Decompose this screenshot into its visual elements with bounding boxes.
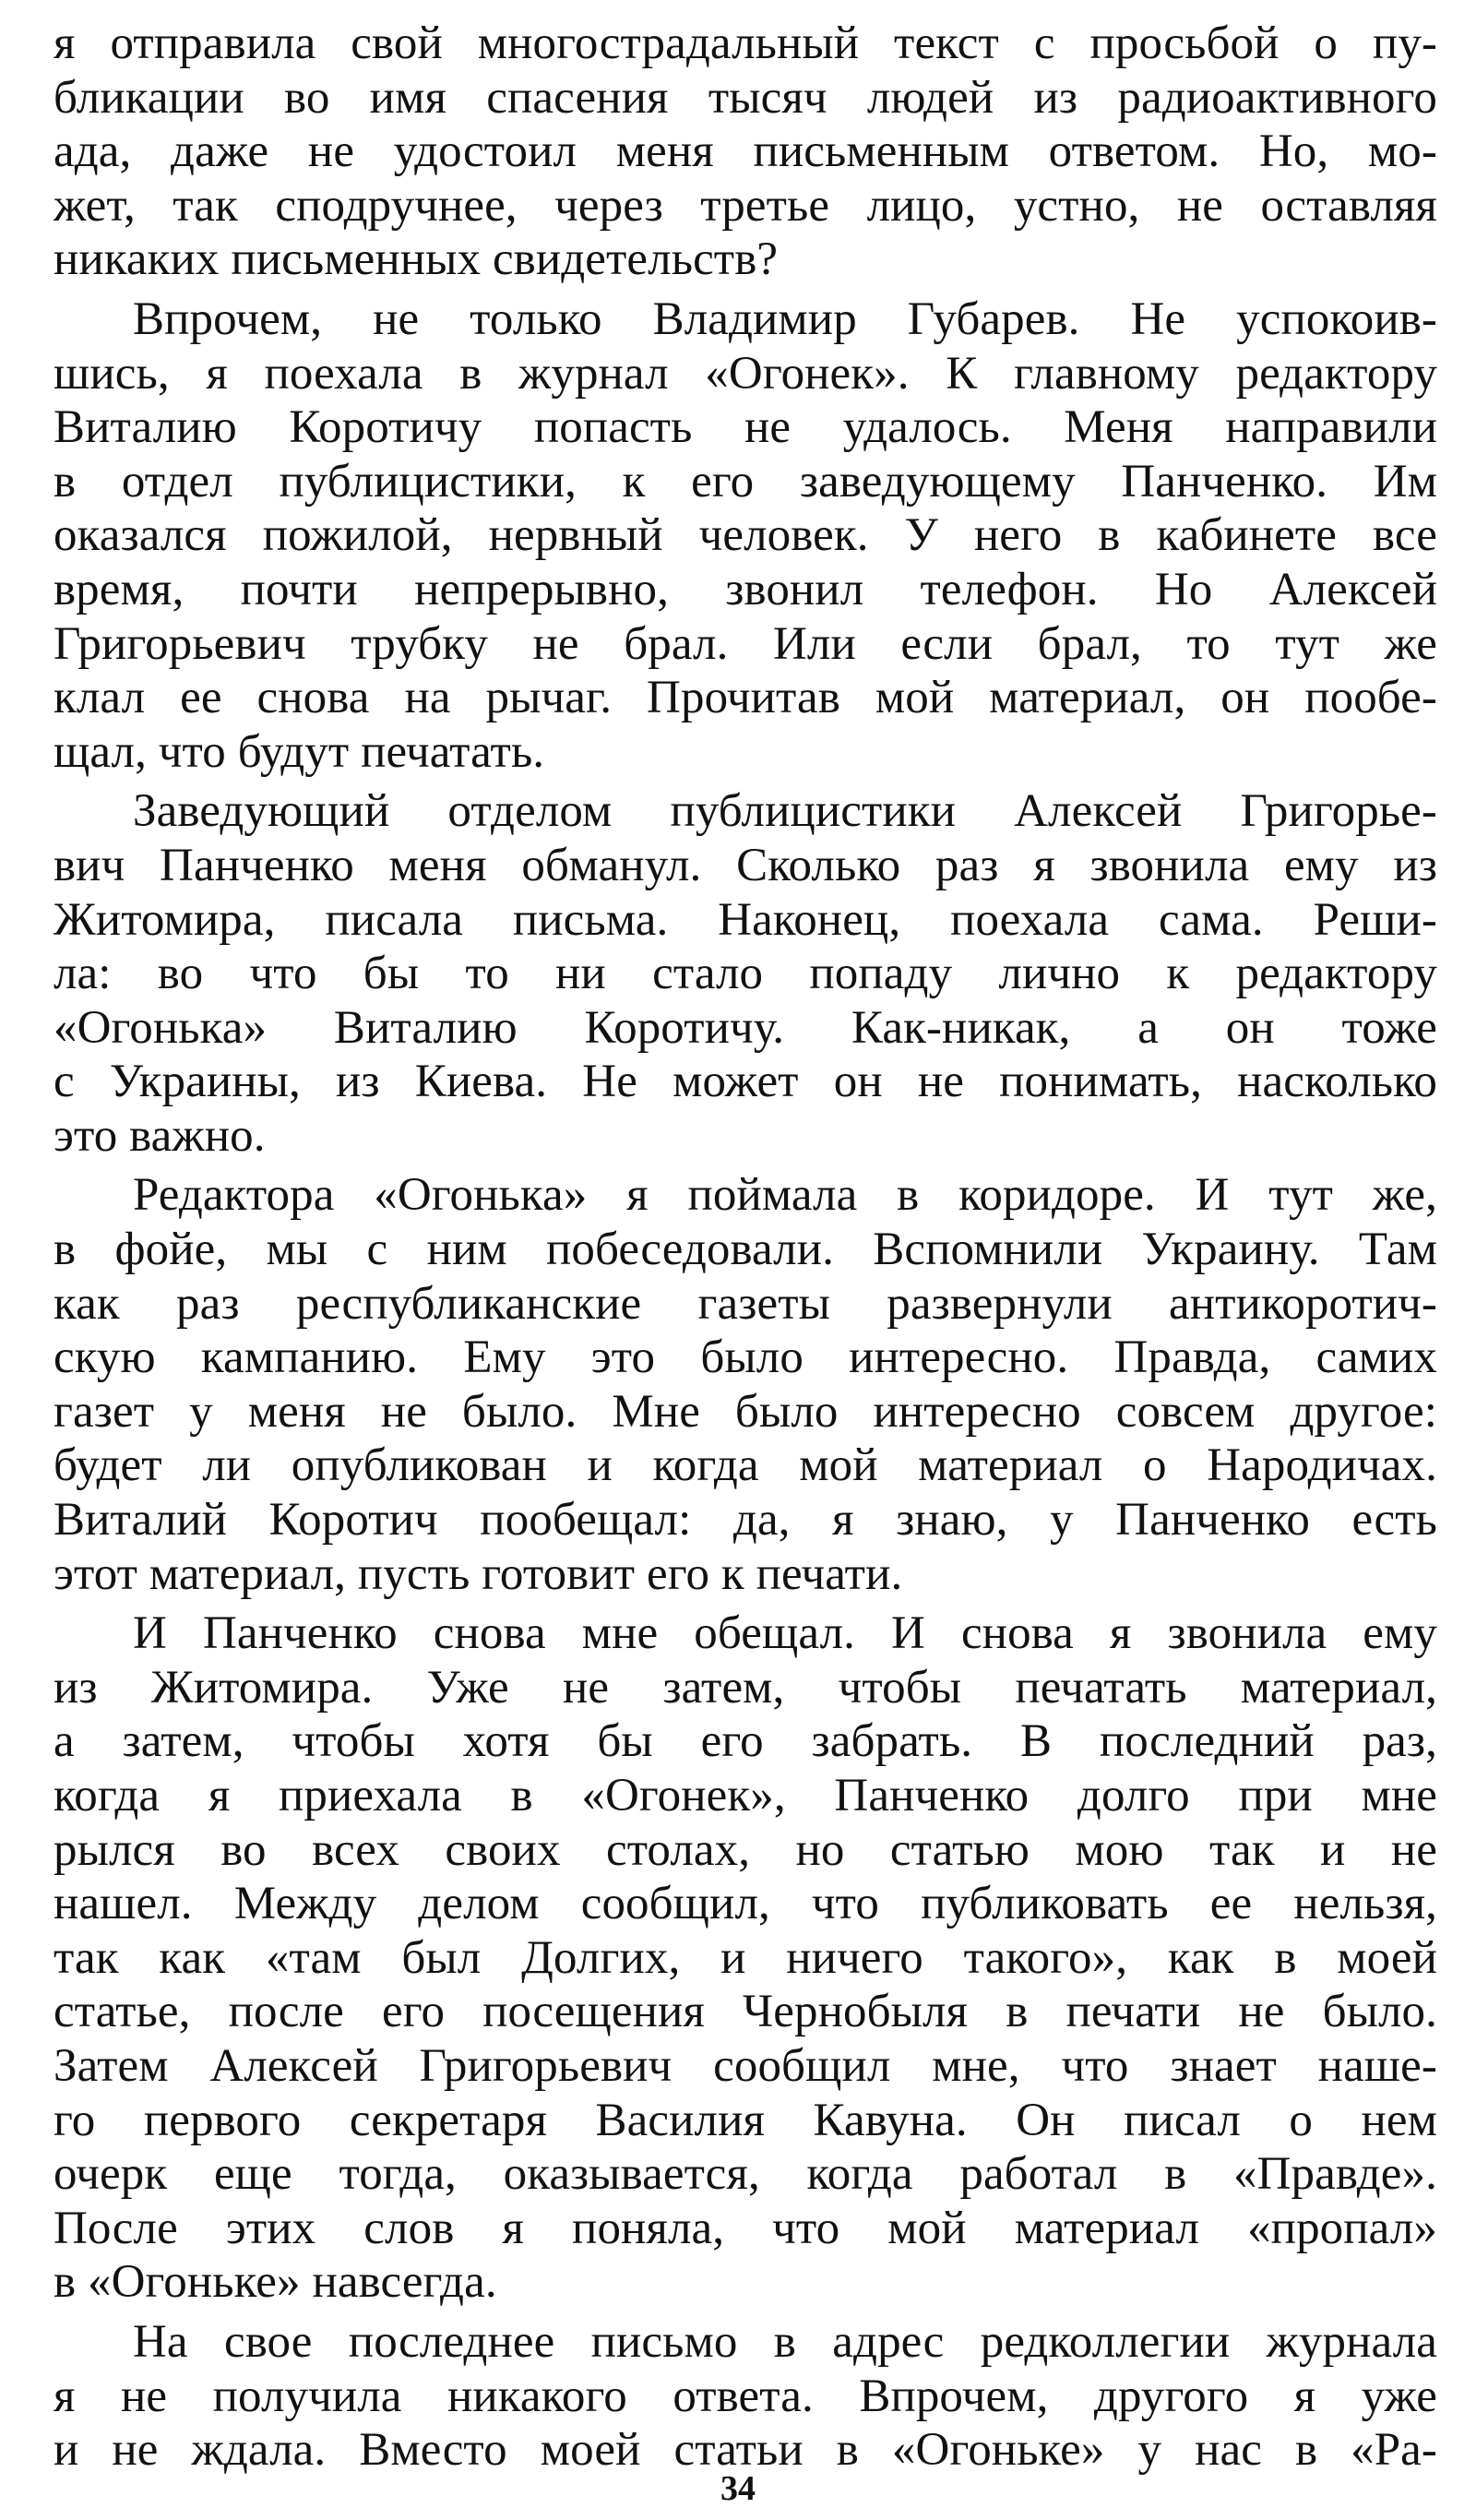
paragraph [54, 17, 1437, 287]
text-line: бликации во имя спасения тысяч людей из радиоактивного [54, 71, 1437, 124]
text-line: я не получила никакого ответа. Впрочем, другого я уже [54, 2370, 1437, 2422]
paragraph [54, 784, 1437, 1163]
text-line: в «Огоньке» навсегда. [54, 2256, 497, 2309]
text-line: а затем, чтобы хотя бы его забрать. В последний раз, [54, 1715, 1437, 1768]
text-line: щал, что будут печатать. [54, 725, 545, 778]
text-line: оказался пожилой, нервный человек. У него в кабинете все [54, 509, 1437, 562]
paragraph [54, 2315, 1437, 2478]
text-line: Житомира, писала письма. Наконец, поехала сама. Реши- [54, 893, 1437, 946]
body-text [54, 17, 1437, 2483]
text-line: Григорьевич трубку не брал. Или если брал, то тут же [54, 617, 1437, 670]
paragraph [54, 293, 1437, 779]
text-line: ла: во что бы то ни стало попаду лично к редактору [54, 948, 1437, 1000]
text-line: го первого секретаря Василия Кавуна. Он писал о нем [54, 2094, 1437, 2146]
text-line: Впрочем, не только Владимир Губарев. Не успокоив- [133, 293, 1437, 345]
text-line: шись, я поехала в журнал «Огонек». К главному редактору [54, 347, 1437, 400]
text-line: газет у меня не было. Мне было интересно совсем другое: [54, 1385, 1437, 1438]
text-line: будет ли опубликован и когда мой материал о Народичах. [54, 1439, 1437, 1492]
text-line: ада, даже не удостоил меня письменным ответом. Но, мо- [54, 125, 1437, 178]
page-number: 34 [720, 2469, 756, 2508]
text-line: Редактора «Огонька» я поймала в коридоре. И тут же, [133, 1169, 1437, 1222]
text-line: в фойе, мы с ним побеседовали. Вспомнили Украину. Там [54, 1224, 1437, 1276]
text-line: клал ее снова на рычаг. Прочитав мой материал, он пообе- [54, 672, 1437, 724]
text-line: очерк еще тогда, оказывается, когда работал в «Правде». [54, 2148, 1437, 2201]
text-line: так как «там был Долгих, и ничего такого», как в моей [54, 1931, 1437, 1984]
text-line: это важно. [54, 1109, 266, 1162]
text-line: из Житомира. Уже не затем, чтобы печатать материал, [54, 1661, 1437, 1714]
text-line: в отдел публицистики, к его заведующему Панченко. Им [54, 455, 1437, 508]
paragraph [54, 1606, 1437, 2310]
text-line: «Огонька» Виталию Коротичу. Как-никак, а он тоже [54, 1001, 1437, 1054]
text-line: никаких письменных свидетельств? [54, 233, 779, 286]
text-line: На свое последнее письмо в адрес редколлегии журнала [133, 2315, 1437, 2368]
text-line: как раз республиканские газеты развернули антикоротич- [54, 1277, 1437, 1330]
text-line: я отправила свой многострадальный текст с просьбой о пу- [54, 18, 1437, 69]
text-line: И Панченко снова мне обещал. И снова я звонила ему [133, 1607, 1437, 1660]
text-line: вич Панченко меня обманул. Сколько раз я звонила ему из [54, 839, 1437, 891]
text-line: этот материал, пусть готовит его к печати. [54, 1547, 903, 1600]
text-line: скую кампанию. Ему это было интересно. Правда, самих [54, 1332, 1437, 1384]
text-line: жет, так сподручнее, через третье лицо, устно, не оставляя [54, 179, 1437, 232]
text-line: Заведующий отделом публицистики Алексей Григорье- [133, 785, 1437, 838]
text-line: когда я приехала в «Огонек», Панченко долго при мне [54, 1770, 1437, 1821]
text-line: статье, после его посещения Чернобыля в печати не было. [54, 1986, 1437, 2038]
text-line: рылся во всех своих столах, но статью мою так и не [54, 1823, 1437, 1876]
text-line: время, почти непрерывно, звонил телефон. Но Алексей [54, 563, 1437, 615]
text-line: с Украины, из Киева. Не может он не понимать, насколько [54, 1056, 1437, 1108]
text-line: и не ждала. Вместо моей статьи в «Огоньке» у нас в «Ра- [54, 2424, 1437, 2477]
text-line: После этих слов я поняла, что мой материал «пропал» [54, 2202, 1437, 2254]
text-line: Виталий Коротич пообещал: да, я знаю, у Панченко есть [54, 1494, 1437, 1547]
paragraph [54, 1168, 1437, 1601]
text-line: Затем Алексей Григорьевич сообщил мне, что знает наше- [54, 2039, 1437, 2092]
text-line: нашел. Между делом сообщил, что публиковать ее нельзя, [54, 1878, 1437, 1930]
text-line: Виталию Коротичу попасть не удалось. Меня направили [54, 401, 1437, 454]
